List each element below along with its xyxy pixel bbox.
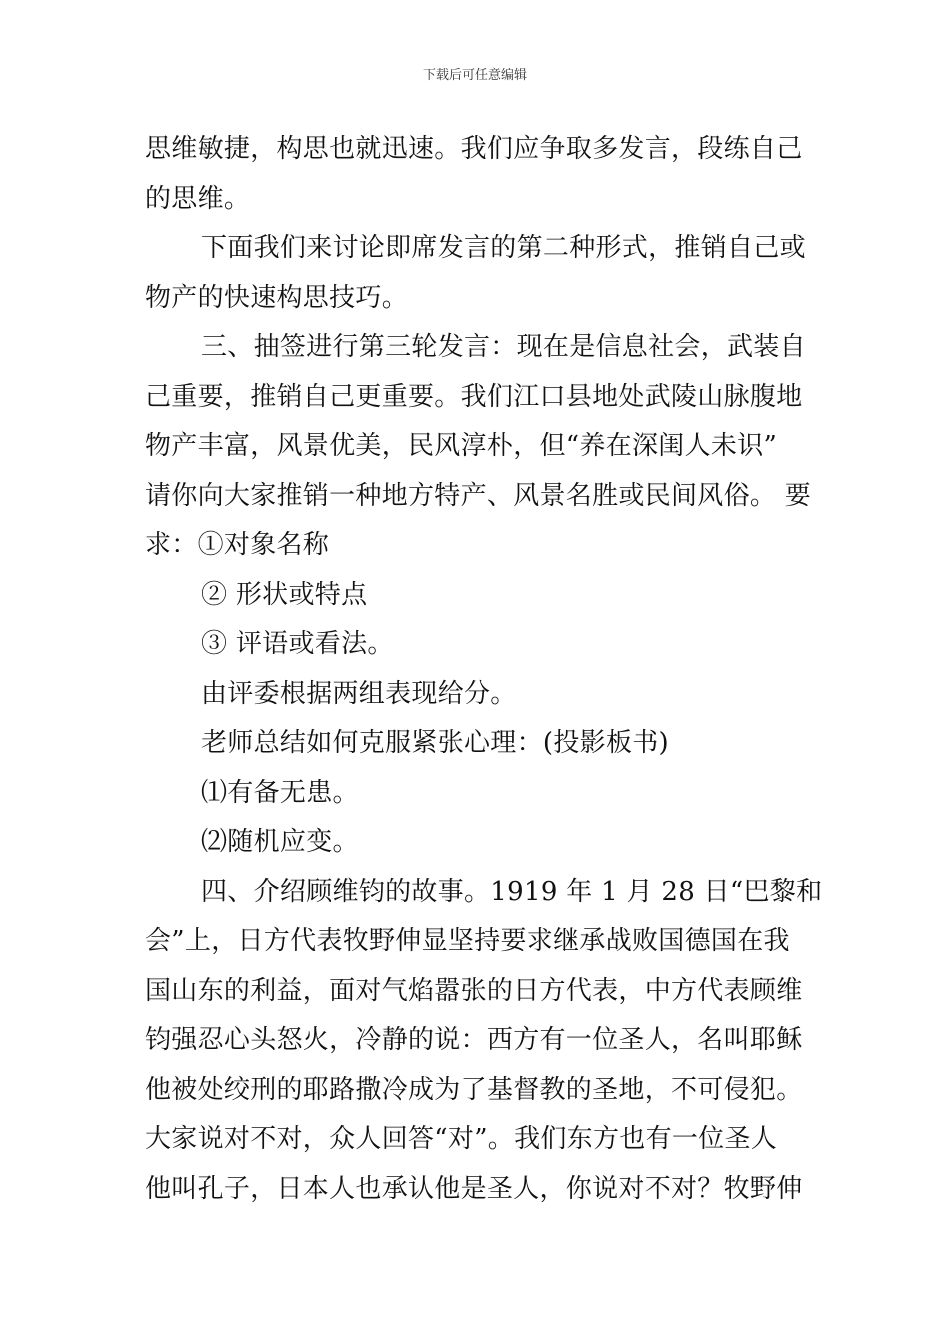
text-line: 四、介绍顾维钧的故事。1919 年 1 月 28 日“巴黎和: [201, 877, 823, 907]
text-line: 思维敏捷，构思也就迅速。我们应争取多发言，段练自己: [145, 134, 803, 164]
text-line: 物产丰富，风景优美，民风淳朴，但“养在深闺人未识”: [145, 431, 778, 461]
text-line: 由评委根据两组表现给分。: [201, 679, 517, 709]
text-line: ⑴有备无患。: [201, 778, 359, 808]
text-line: 物产的快速构思技巧。: [145, 283, 409, 313]
text-line: 老师总结如何克服紧张心理：(投影板书): [201, 728, 669, 758]
text-line: 他被处绞刑的耶路撒冷成为了基督教的圣地，不可侵犯。: [145, 1075, 803, 1105]
text-line: 钧强忍心头怒火，冷静的说：西方有一位圣人，名叫耶稣: [145, 1025, 803, 1055]
text-line: 三、抽签进行第三轮发言：现在是信息社会，武装自: [201, 332, 806, 362]
text-line: 下面我们来讨论即席发言的第二种形式，推销自己或: [201, 233, 806, 263]
text-line: 求：①对象名称: [145, 530, 330, 560]
text-line: 请你向大家推销一种地方特产、风景名胜或民间风俗。 要: [145, 481, 812, 511]
text-line: 会”上，日方代表牧野伸显坚持要求继承战败国德国在我: [145, 926, 790, 956]
text-line: 大家说对不对，众人回答“对”。我们东方也有一位圣人: [145, 1124, 778, 1154]
text-line: 国山东的利益，面对气焰嚣张的日方代表，中方代表顾维: [145, 976, 803, 1006]
text-line: ⑵随机应变。: [201, 827, 359, 857]
text-line: ③ 评语或看法。: [201, 629, 394, 659]
text-line: 的思维。: [145, 184, 251, 214]
text-line: 他叫孔子，日本人也承认他是圣人，你说对不对？牧野伸: [145, 1174, 803, 1204]
text-line: ② 形状或特点: [201, 580, 368, 610]
text-line: 己重要，推销自己更重要。我们江口县地处武陵山脉腹地: [145, 382, 803, 412]
page-header: 下载后可任意编辑: [422, 68, 527, 83]
